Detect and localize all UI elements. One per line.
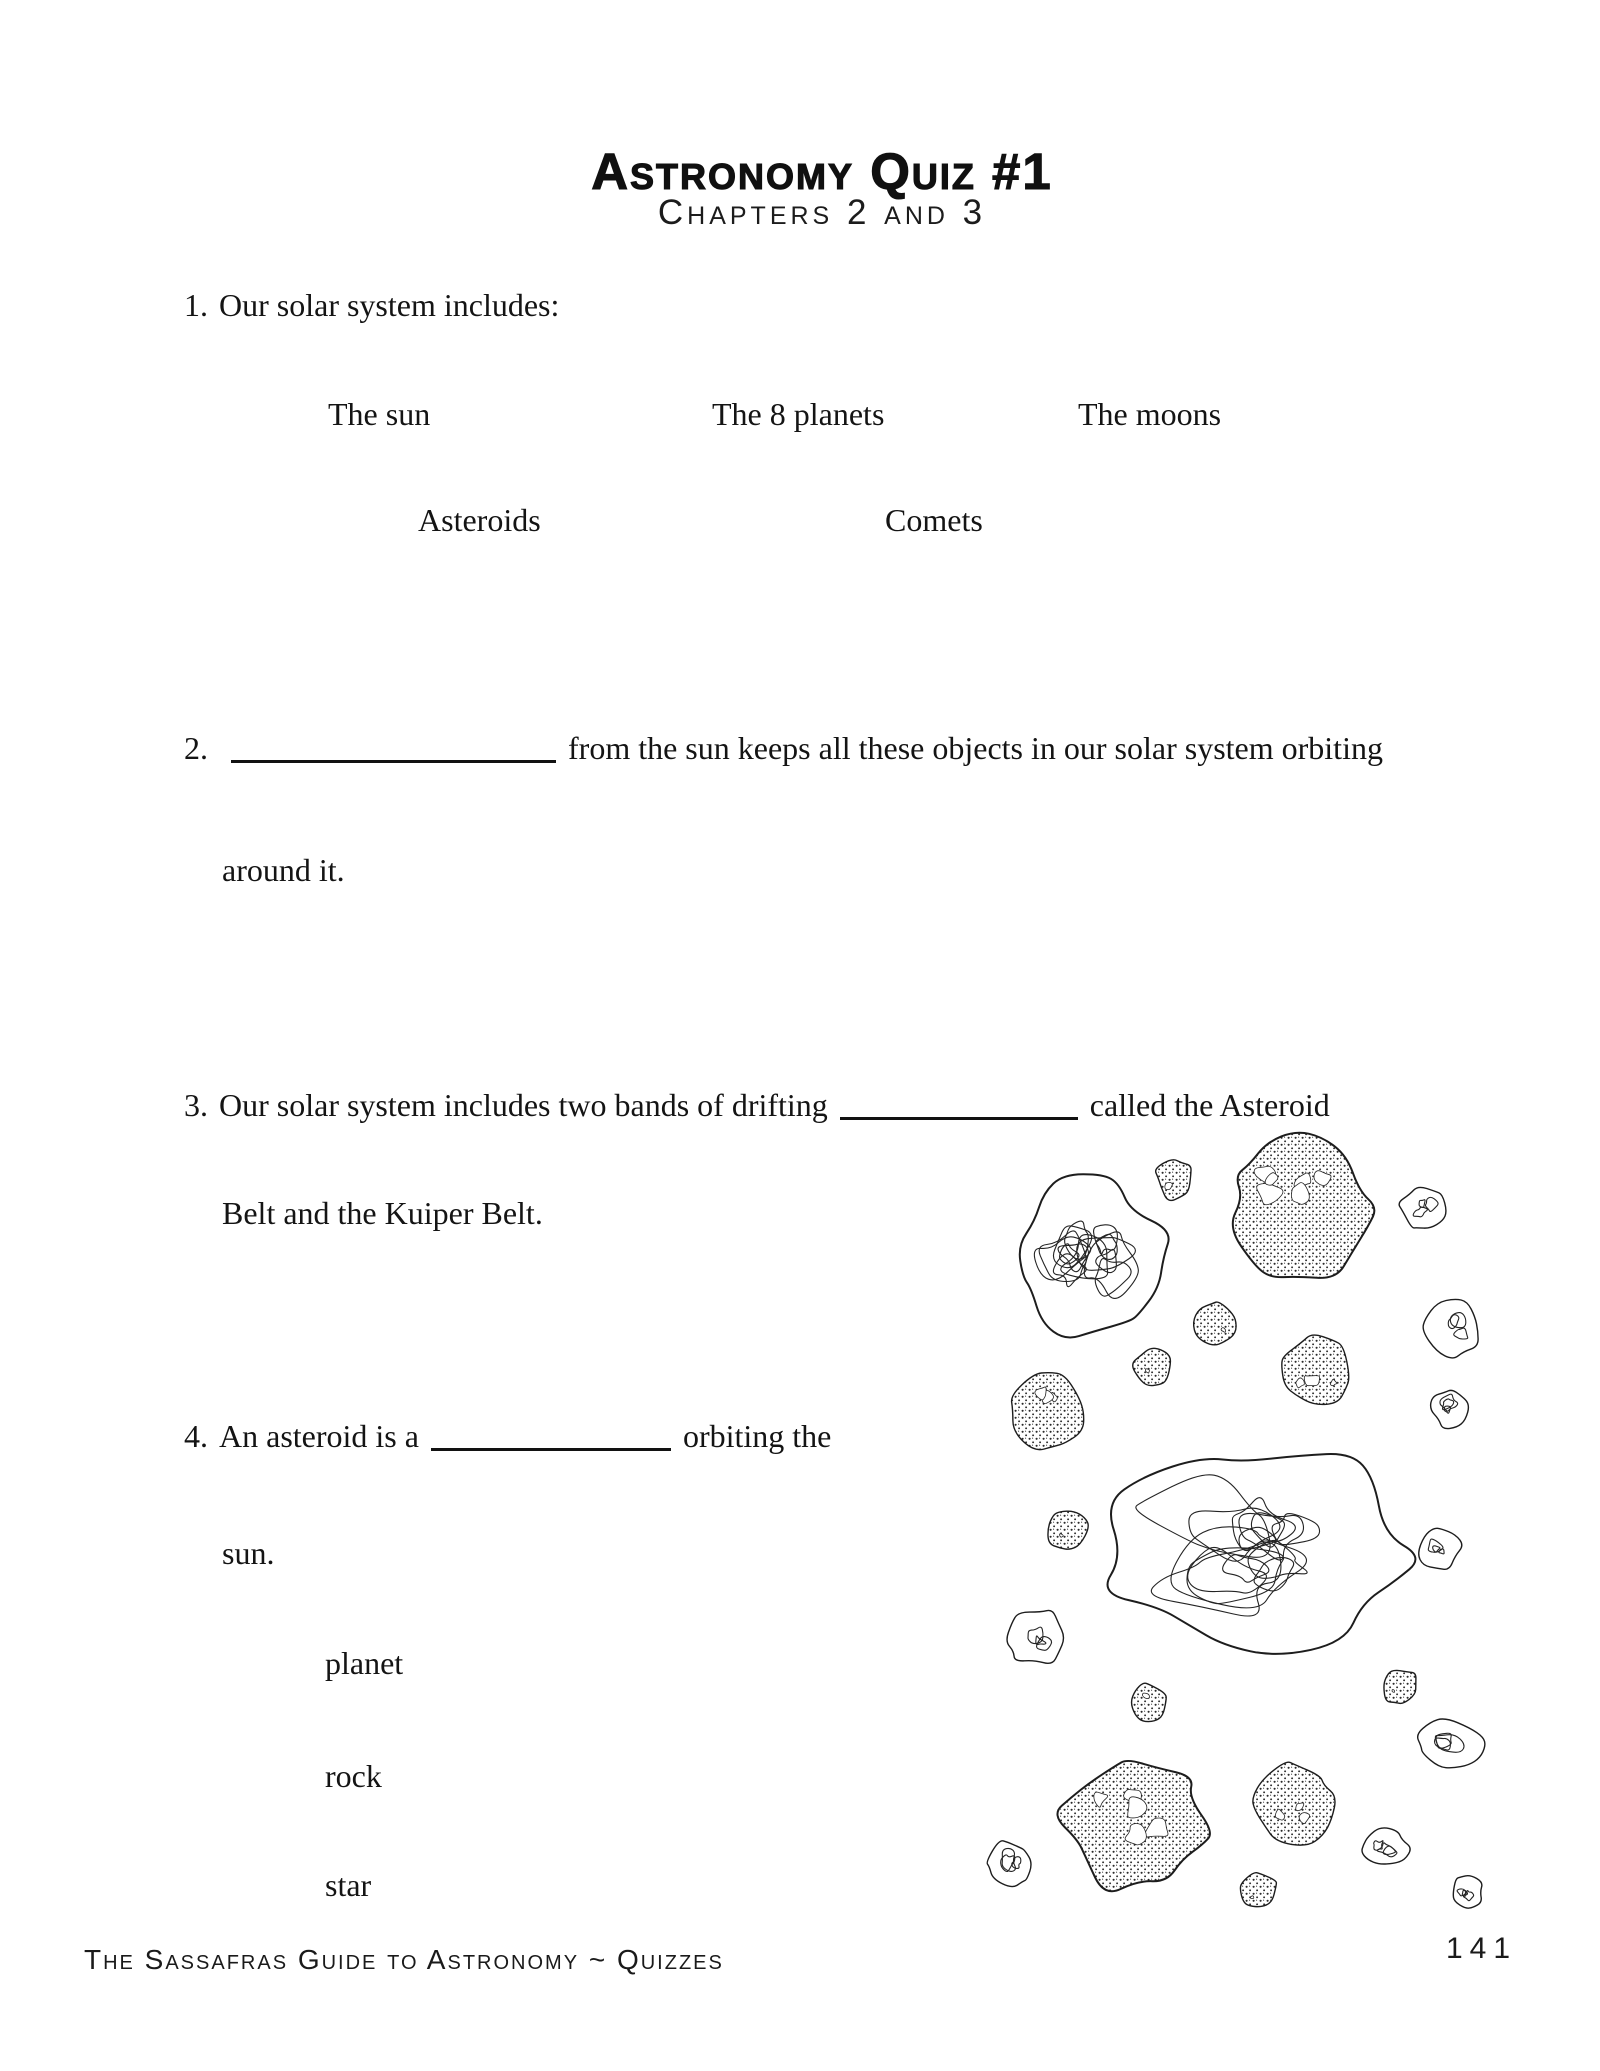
question-3-text-before: Our solar system includes two bands of drifting — [219, 1087, 828, 1123]
asteroid — [1156, 1160, 1191, 1201]
asteroid — [1108, 1454, 1416, 1654]
question-1-number: 1. — [184, 287, 208, 323]
question-4-text-after: orbiting the — [682, 1418, 832, 1454]
q1-option-asteroids: Asteroids — [418, 502, 541, 538]
question-3-text-after: called the Asteroid — [1089, 1087, 1330, 1123]
asteroid — [1399, 1187, 1446, 1228]
asteroid — [1282, 1335, 1349, 1404]
question-2-answer-blank — [231, 760, 556, 763]
asteroid — [1012, 1373, 1084, 1450]
asteroid — [1419, 1528, 1462, 1569]
asteroid — [1431, 1390, 1469, 1428]
asteroid — [1057, 1761, 1209, 1891]
q1-option-the-moons: The moons — [1078, 396, 1222, 432]
footer-text: The Sassafras Guide to Astronomy ~ Quizzes — [84, 1944, 724, 1975]
q4-option-planet: planet — [325, 1645, 404, 1681]
q1-option-the-8-planets: The 8 planets — [712, 396, 885, 432]
asteroid — [1453, 1876, 1482, 1908]
question-4 — [184, 1420, 831, 1452]
asteroid — [1133, 1348, 1171, 1385]
asteroid — [1233, 1133, 1375, 1278]
asteroid — [1020, 1174, 1169, 1337]
asteroid — [1194, 1302, 1236, 1345]
question-2-continuation: around it. — [222, 852, 345, 888]
question-1-text: Our solar system includes: — [219, 287, 560, 323]
q1-option-the-sun: The sun — [328, 396, 431, 432]
asteroid — [1253, 1762, 1335, 1845]
asteroid — [1048, 1511, 1088, 1549]
question-2 — [184, 732, 1383, 764]
asteroid — [1423, 1299, 1478, 1357]
asteroid — [987, 1841, 1031, 1887]
question-3-number: 3. — [184, 1087, 208, 1123]
page-subtitle: Chapters 2 and 3 — [657, 193, 987, 232]
question-2-text: from the sun keeps all these objects in our solar system orbiting — [568, 730, 1383, 766]
q1-option-comets: Comets — [885, 502, 983, 538]
asteroid-field-illustration — [930, 1080, 1500, 1940]
page-title: Astronomy Quiz #1 — [591, 143, 1053, 200]
question-2-number: 2. — [184, 730, 208, 766]
asteroid — [1240, 1873, 1276, 1907]
q4-option-rock: rock — [325, 1758, 382, 1794]
asteroid — [1384, 1670, 1416, 1703]
question-4-number: 4. — [184, 1418, 208, 1454]
page-number: 141 — [1446, 1932, 1518, 1965]
asteroid — [1418, 1719, 1485, 1768]
asteroid — [1362, 1828, 1410, 1864]
question-4-continuation: sun. — [222, 1535, 275, 1571]
question-4-text-before: An asteroid is a — [219, 1418, 419, 1454]
q4-option-star: star — [325, 1867, 372, 1903]
asteroid — [1007, 1610, 1063, 1663]
asteroid — [1132, 1683, 1167, 1721]
question-4-answer-blank — [431, 1448, 671, 1451]
question-1 — [184, 289, 559, 321]
question-3-continuation: Belt and the Kuiper Belt. — [222, 1195, 543, 1231]
